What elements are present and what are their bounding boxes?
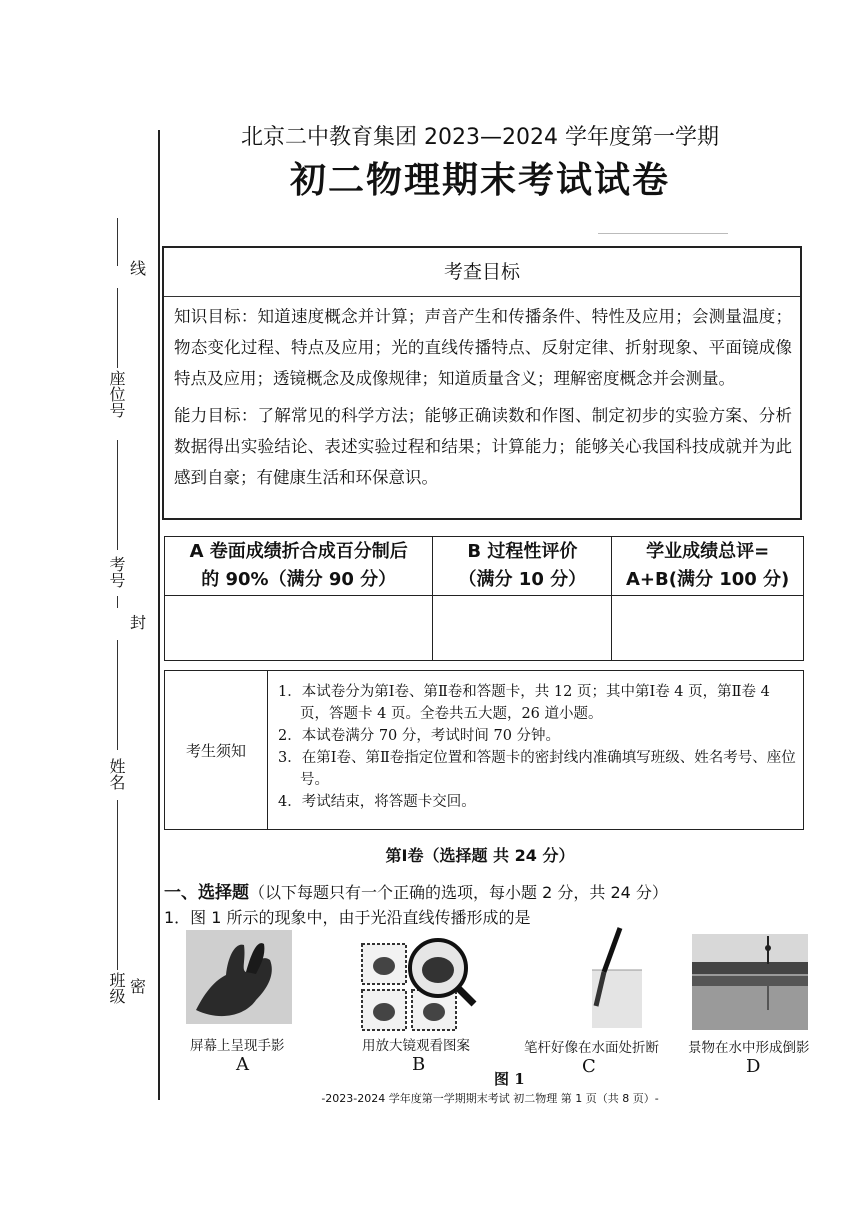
magnifier-stamps-image [356, 930, 478, 1034]
knowledge-goals: 知识目标：知道速度概念并计算；声音产生和传播条件、特性及应用；会测量温度；物态变化过程、特点及应用；光的直线传播特点、反射定律、折射现象、平面镜成像特点及应用；透镜概念及成像规律；知道质量含义；理解密度概念并会测量。 [174, 307, 792, 388]
seat-fill-line-top [117, 218, 118, 266]
notice-item: 4．考试结束，将答题卡交回。 [278, 794, 476, 810]
option-letter-b: B [412, 1054, 426, 1075]
name-label: 姓名 [107, 758, 126, 790]
faint-rule [598, 233, 728, 234]
goals-box [162, 246, 802, 520]
question-1: 1．图 1 所示的现象中，由于光沿直线传播形成的是 [164, 908, 531, 927]
option-letter-c: C [582, 1056, 596, 1077]
pencil-in-water-image [584, 926, 646, 1030]
notice-label: 考生须知 [165, 671, 268, 829]
score-cell-b[interactable] [433, 596, 612, 661]
option-caption-b: 用放大镜观看图案 [362, 1038, 470, 1054]
page-title: 初二物理期末考试试卷 [289, 160, 670, 201]
class-label: 班级 [107, 972, 126, 1004]
seal-char-secret: 密 [130, 977, 147, 996]
ability-goals: 能力目标：了解常见的科学方法；能够正确读数和作图、制定初步的实验方案、分析数据得出实验结论、表述实验过程和结果；计算能力；能够关心我国科技成就并为此感到自豪；有健康生活和环保意识。 [174, 406, 792, 487]
page-footer: -2023-2024 学年度第一学期期末考试 初二物理 第 1 页（共 8 页）- [321, 1092, 659, 1105]
exam-no-fill-line [117, 440, 118, 550]
score-col-c: 学业成绩总评= A+B(满分 100 分) [612, 537, 804, 596]
exam-no-fill-line-bottom [117, 596, 118, 608]
notice-box [164, 670, 804, 830]
name-fill-line [117, 640, 118, 750]
hand-shadow-image [186, 930, 292, 1024]
water-reflection-image [692, 934, 808, 1030]
option-caption-d: 景物在水中形成倒影 [688, 1040, 810, 1056]
seal-char-seal: 封 [130, 613, 147, 632]
class-fill-line [117, 800, 118, 970]
option-caption-c: 笔杆好像在水面处折断 [524, 1040, 659, 1056]
section-desc: （以下每题只有一个正确的选项，每小题 2 分，共 24 分） [249, 883, 668, 902]
section-heading [164, 878, 668, 903]
goals-heading: 考查目标 [164, 248, 800, 297]
notice-item: 2．本试卷满分 70 分，考试时间 70 分钟。 [278, 728, 561, 744]
figure-label: 图 1 [494, 1070, 525, 1088]
seat-label: 座位号 [107, 370, 126, 418]
option-letter-d: D [746, 1056, 761, 1077]
notice-item: 3．在第Ⅰ卷、第Ⅱ卷指定位置和答题卡的密封线内准确填写班级、姓名考号、座位号。 [278, 750, 796, 788]
part1-heading: 第Ⅰ卷（选择题 共 24 分） [385, 846, 575, 865]
notice-item: 1．本试卷分为第Ⅰ卷、第Ⅱ卷和答题卡，共 12 页；其中第Ⅰ卷 4 页，第Ⅱ卷 4 页，答题卡 4 页。全卷共五大题，26 道小题。 [278, 684, 770, 722]
exam-no-label: 考号 [107, 556, 126, 588]
score-cell-a[interactable] [165, 596, 433, 661]
score-cell-c[interactable] [612, 596, 804, 661]
score-table [164, 536, 804, 661]
seat-fill-line [117, 288, 118, 368]
score-col-a: A 卷面成绩折合成百分制后 的 90%（满分 90 分） [165, 537, 433, 596]
option-caption-a: 屏幕上呈现手影 [190, 1038, 285, 1054]
notice-list [268, 671, 803, 829]
section-title: 一、选择题 [164, 883, 249, 903]
school-heading: 北京二中教育集团 2023—2024 学年度第一学期 [241, 125, 719, 150]
option-letter-a: A [236, 1054, 249, 1075]
seal-char-line: 线 [130, 259, 147, 278]
binding-line [158, 130, 160, 1100]
score-col-b: B 过程性评价 （满分 10 分） [433, 537, 612, 596]
